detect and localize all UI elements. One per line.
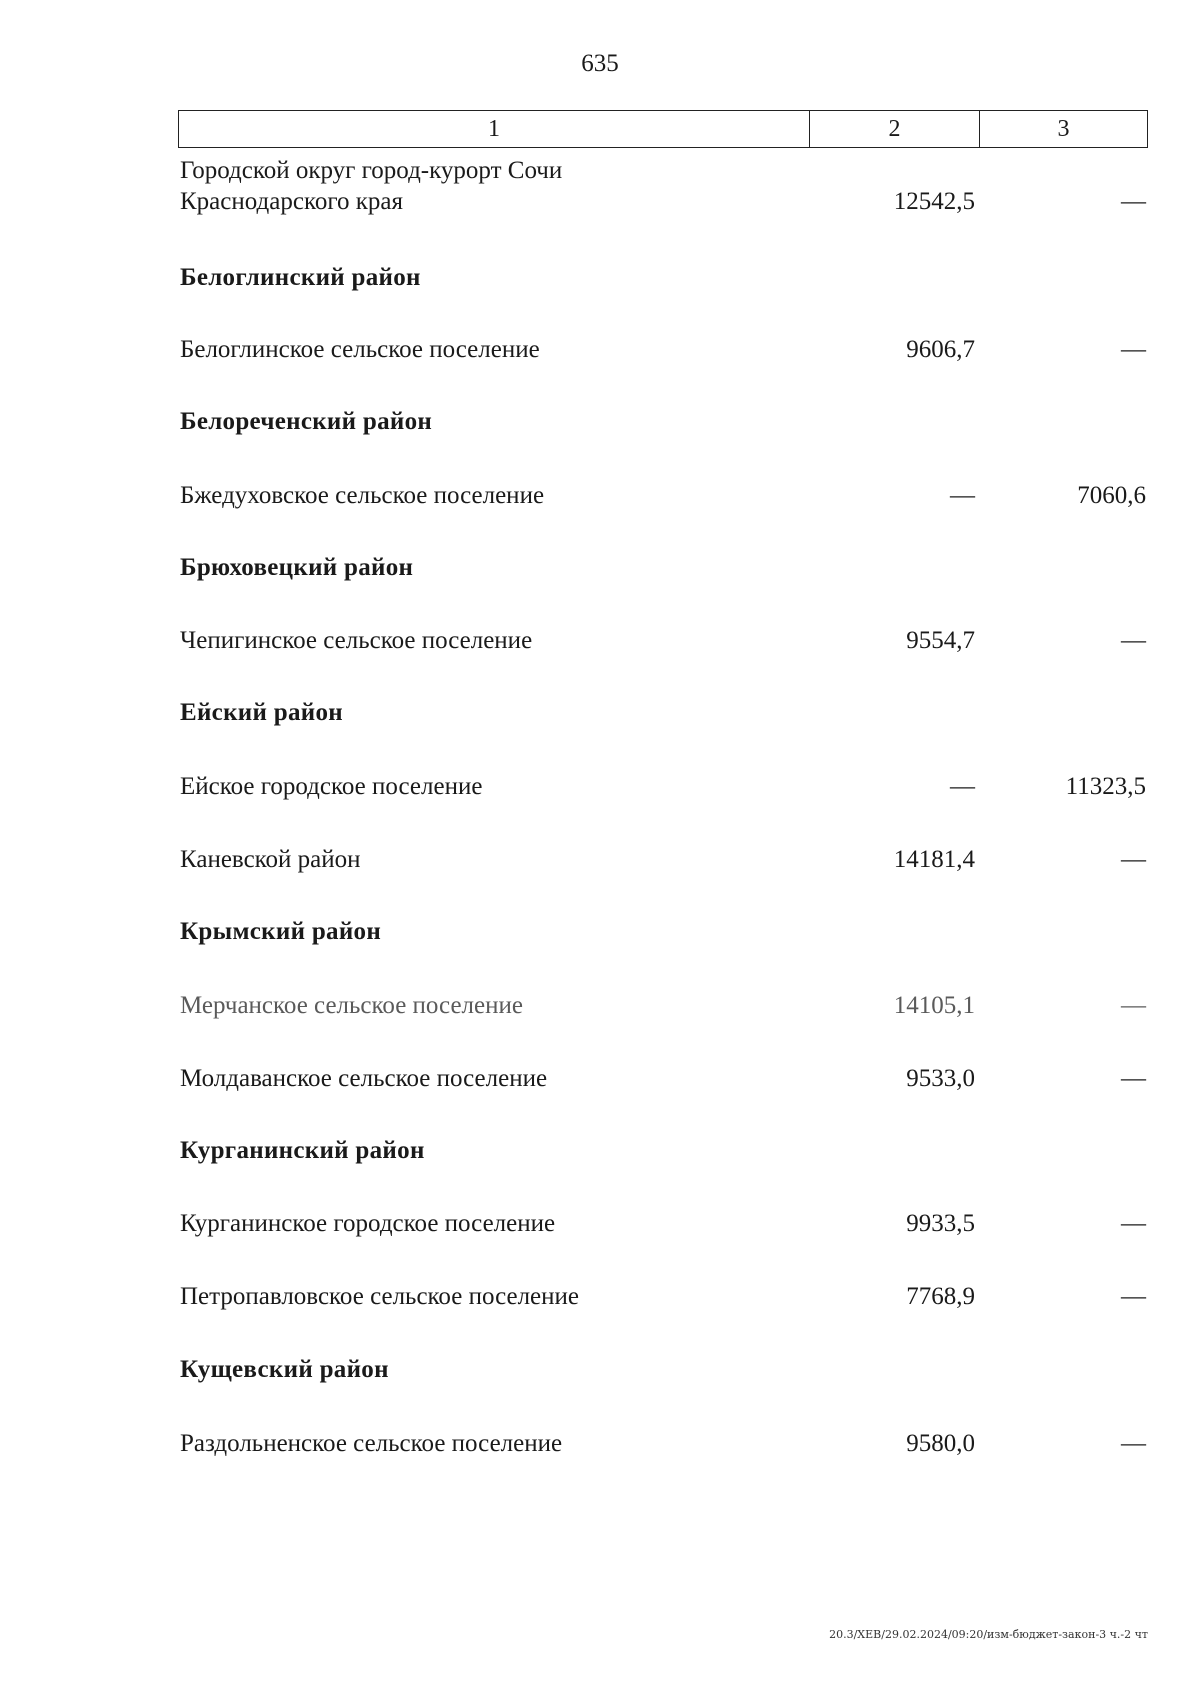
page-number: 635 bbox=[581, 50, 619, 77]
row-name-line-1: Городской округ город-курорт Сочи bbox=[180, 157, 563, 184]
district-heading bbox=[178, 406, 1148, 437]
row-name: Петропавловское сельское поселение bbox=[180, 1283, 580, 1310]
district-name: Курганинский район bbox=[180, 1137, 425, 1164]
table-row bbox=[178, 625, 1148, 656]
district-heading bbox=[178, 552, 1148, 583]
row-value-col-2: 14181,4 bbox=[893, 846, 975, 873]
row-name bbox=[180, 155, 800, 217]
table-row bbox=[178, 1281, 1148, 1312]
row-name: Белоглинское сельское поселение bbox=[180, 336, 540, 363]
district-heading bbox=[178, 697, 1148, 728]
row-value-col-2: 9933,5 bbox=[906, 1210, 975, 1237]
row-name: Бжедуховское сельское поселение bbox=[180, 482, 545, 509]
row-value-col-3: — bbox=[1121, 846, 1146, 873]
table-row bbox=[178, 844, 1148, 875]
table-header bbox=[178, 110, 1148, 148]
table-row bbox=[178, 155, 1148, 217]
table-row bbox=[178, 1428, 1148, 1459]
row-name-line-2: Краснодарского края bbox=[180, 188, 403, 215]
row-value-col-2: 9554,7 bbox=[906, 627, 975, 654]
district-heading bbox=[178, 1354, 1148, 1385]
row-value-col-3: — bbox=[1121, 188, 1146, 215]
row-value-col-2: — bbox=[950, 773, 975, 800]
row-value-col-3: — bbox=[1121, 1430, 1146, 1457]
row-value-col-3: — bbox=[1121, 1283, 1146, 1310]
header-col-3: 3 bbox=[1057, 115, 1070, 142]
district-name: Кущевский район bbox=[180, 1356, 389, 1383]
row-value-col-2: 9580,0 bbox=[906, 1430, 975, 1457]
row-value-col-3: — bbox=[1121, 627, 1146, 654]
district-heading bbox=[178, 262, 1148, 293]
row-name: Чепигинское сельское поселение bbox=[180, 627, 533, 654]
district-name: Белоглинский район bbox=[180, 264, 421, 291]
row-value-col-3: — bbox=[1121, 336, 1146, 363]
row-value-col-2: 9606,7 bbox=[906, 336, 975, 363]
row-value-col-3: — bbox=[1121, 992, 1146, 1019]
row-value-col-2: 14105,1 bbox=[893, 992, 975, 1019]
document-footer-code: 20.3/XEB/29.02.2024/09:20/изм-бюджет-закон-3 ч.-2 чт bbox=[829, 1628, 1148, 1641]
table-row bbox=[178, 1208, 1148, 1239]
table-row bbox=[178, 1063, 1148, 1094]
row-value-col-2: 9533,0 bbox=[906, 1065, 975, 1092]
row-value-col-3: 7060,6 bbox=[1077, 482, 1146, 509]
table-row bbox=[178, 480, 1148, 511]
district-name: Крымский район bbox=[180, 918, 382, 945]
row-name: Молдаванское сельское поселение bbox=[180, 1065, 548, 1092]
row-name: Мерчанское сельское поселение bbox=[180, 992, 523, 1019]
row-value-col-2: 7768,9 bbox=[906, 1283, 975, 1310]
table-row bbox=[178, 771, 1148, 802]
row-name: Ейское городское поселение bbox=[180, 773, 483, 800]
row-value-col-3: — bbox=[1121, 1210, 1146, 1237]
district-name: Белореченский район bbox=[180, 408, 433, 435]
district-name: Брюховецкий район bbox=[180, 554, 414, 581]
district-heading bbox=[178, 916, 1148, 947]
row-value-col-2: — bbox=[950, 482, 975, 509]
row-value-col-3: — bbox=[1121, 1065, 1146, 1092]
header-col-2: 2 bbox=[810, 111, 980, 147]
row-name: Раздольненское сельское поселение bbox=[180, 1430, 563, 1457]
row-name: Каневской район bbox=[180, 846, 361, 873]
row-value-col-3: 11323,5 bbox=[1065, 773, 1146, 800]
row-name: Курганинское городское поселение bbox=[180, 1210, 556, 1237]
table-row bbox=[178, 990, 1148, 1021]
row-value-col-2: 12542,5 bbox=[893, 188, 975, 215]
district-heading bbox=[178, 1135, 1148, 1166]
district-name: Ейский район bbox=[180, 699, 343, 726]
table-row bbox=[178, 334, 1148, 365]
header-col-1: 1 bbox=[179, 111, 810, 147]
